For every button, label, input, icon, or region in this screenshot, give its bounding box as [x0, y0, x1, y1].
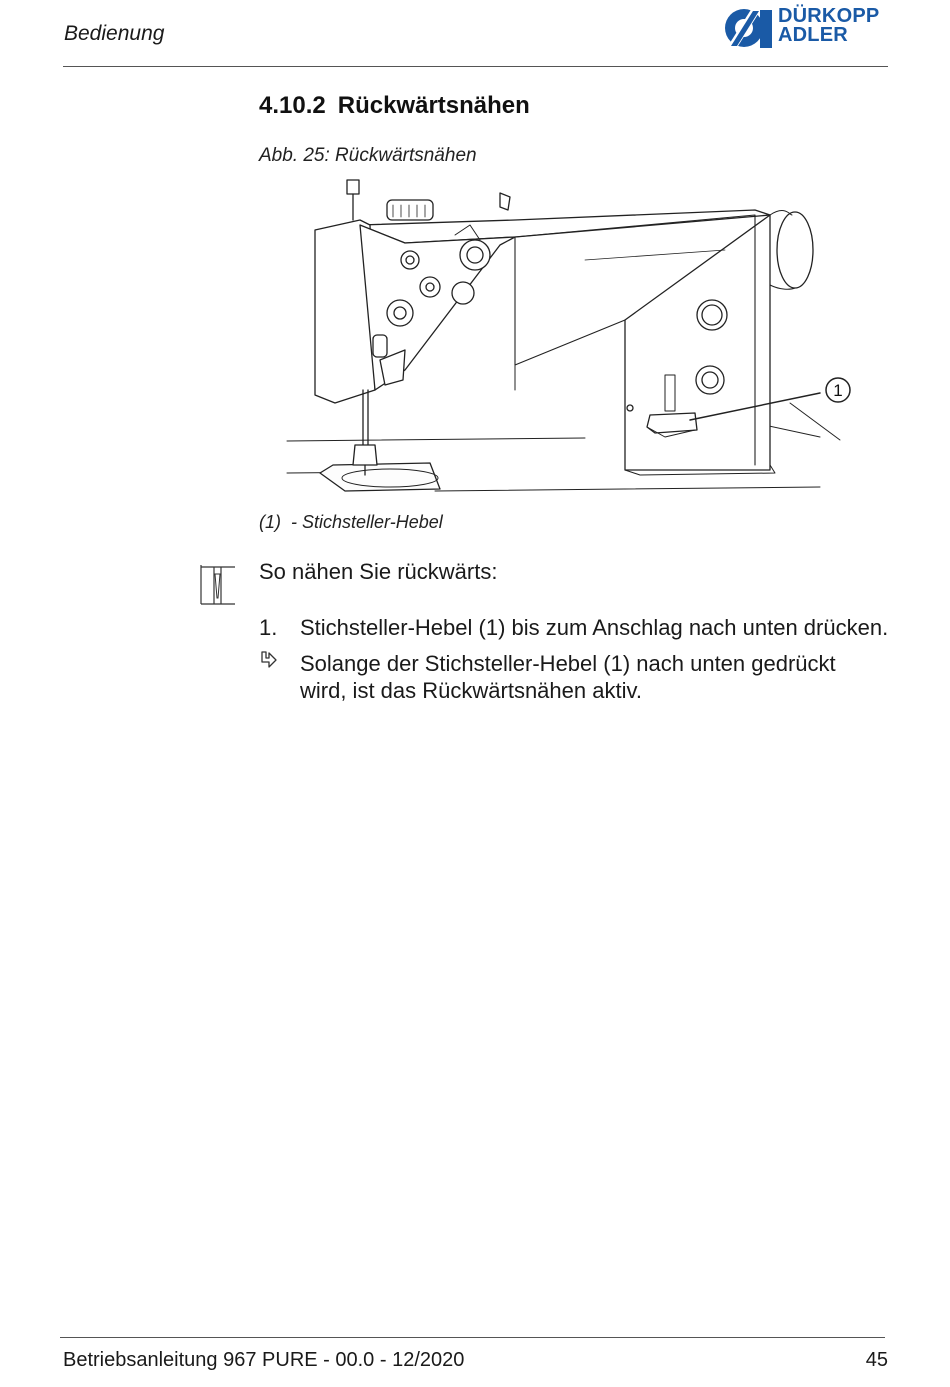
legend-text: - Stichsteller-Hebel — [291, 512, 443, 532]
needle-step-icon — [200, 564, 236, 606]
result-text: Solange der Stichsteller-Hebel (1) nach unten gedrückt wird, ist das Rückwärtsnähen aktiv. — [300, 651, 836, 703]
footer-document: Betriebsanleitung 967 PURE - 00.0 - 12/2020 — [63, 1349, 465, 1371]
legend-number: (1) — [259, 512, 281, 532]
step-number: 1. — [259, 615, 278, 640]
sewing-machine-figure — [285, 175, 843, 500]
step-text: Stichsteller-Hebel (1) bis zum Anschlag nach unten drücken. — [300, 615, 889, 640]
brand-logo-line1: DÜRKOPP — [778, 5, 880, 27]
brand-logo-line2: ADLER — [778, 24, 848, 46]
section-heading — [259, 92, 530, 120]
figure-caption: Abb. 25: Rückwärtsnähen — [259, 145, 477, 166]
page-number: 45 — [865, 1349, 888, 1371]
brand-logo — [722, 6, 892, 52]
header-rule — [63, 66, 888, 67]
section-number: 4.10.2 — [259, 92, 326, 119]
brand-logo-icon — [722, 6, 778, 50]
callout-label: 1 — [833, 381, 843, 400]
result-arrow-icon — [259, 650, 279, 674]
section-title: Rückwärtsnähen — [337, 92, 530, 119]
footer-rule — [60, 1337, 885, 1338]
header-title: Bedienung — [64, 22, 165, 45]
brand-logo-text — [778, 7, 879, 45]
instruction-intro: So nähen Sie rückwärts: — [259, 559, 498, 584]
figure-legend — [259, 512, 443, 533]
